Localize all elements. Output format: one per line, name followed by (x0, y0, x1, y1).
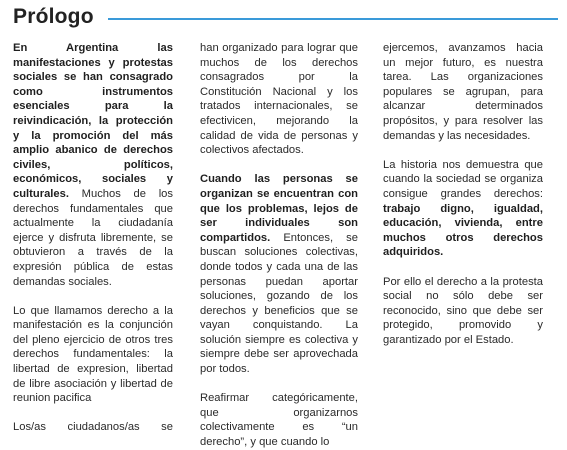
paragraph: ejercemos, avanzamos hacia un mejor futuro, es nuestra tarea. Las organizaciones populares se agrupan, para alcanzar determinados propósitos, y para resolver las demandas y las necesidades. (383, 42, 543, 142)
paragraph: Lo que llamamos derecho a la manifestación es la conjunción del pleno ejercicio de otros tres derechos fundamentales: la libertad de expresion, libertad de libre asociación y libertad de reunion pacifica (13, 304, 173, 405)
paragraph: Por ello el derecho a la protesta social no sólo debe ser reconocido, sino que debe ser protegido, promovido y garantizado por el Estado. (383, 275, 543, 346)
bold-text: Cuando las personas se organizan se encuentran con que los problemas, lejos de ser individuales son compartidos. (200, 173, 358, 244)
page-header (13, 4, 558, 30)
paragraph: Reafirmar categóricamente, que organizarnos colectivamente es “un derecho”, y que cuando lo (200, 392, 358, 449)
text-column-2 (200, 41, 358, 450)
title-rule (108, 18, 558, 20)
paragraph: han organizado para lograr que muchos de los derechos consagrados por la Constitución Nacional y los tratados internacionales, se efectivicen, mejorando la calidad de vida de personas y colectivos afectados. (200, 42, 358, 157)
paragraph (13, 41, 173, 289)
text-column-1 (13, 41, 173, 435)
body-text: La historia nos demuestra que cuando la sociedad se organiza consigue grandes derechos: (383, 158, 543, 200)
text-column-3 (383, 41, 543, 347)
body-text: Entonces, se buscan soluciones colectivas, donde todos y cada una de las personas puedan aportar soluciones, gozando de los derechos y beneficios que se vayan conquistando. La solución siempre es colectiva y siempre debe ser aprovechada por todos. (200, 231, 358, 376)
body-text: Muchos de los derechos fundamentales que actualmente la ciudadanía ejerce y disfruta libremente, se obtuvieron a través de la expresión pública de estas demandas sociales. (13, 187, 173, 288)
paragraph (200, 172, 358, 376)
bold-text: trabajo digno, igualdad, educación, vivienda, entre muchos otros derechos adquiridos. (383, 202, 543, 259)
paragraph: Los/as ciudadanos/as se (13, 421, 173, 434)
bold-text: En Argentina las manifestaciones y protestas sociales se han consagrado como instrumentos esenciales para la reivindicación, la protección y la promoción del más amplio abanico de derechos civiles, políticos, económicos, sociales y culturales. (13, 42, 173, 200)
page-title: Prólogo (13, 5, 94, 28)
paragraph (383, 158, 543, 260)
